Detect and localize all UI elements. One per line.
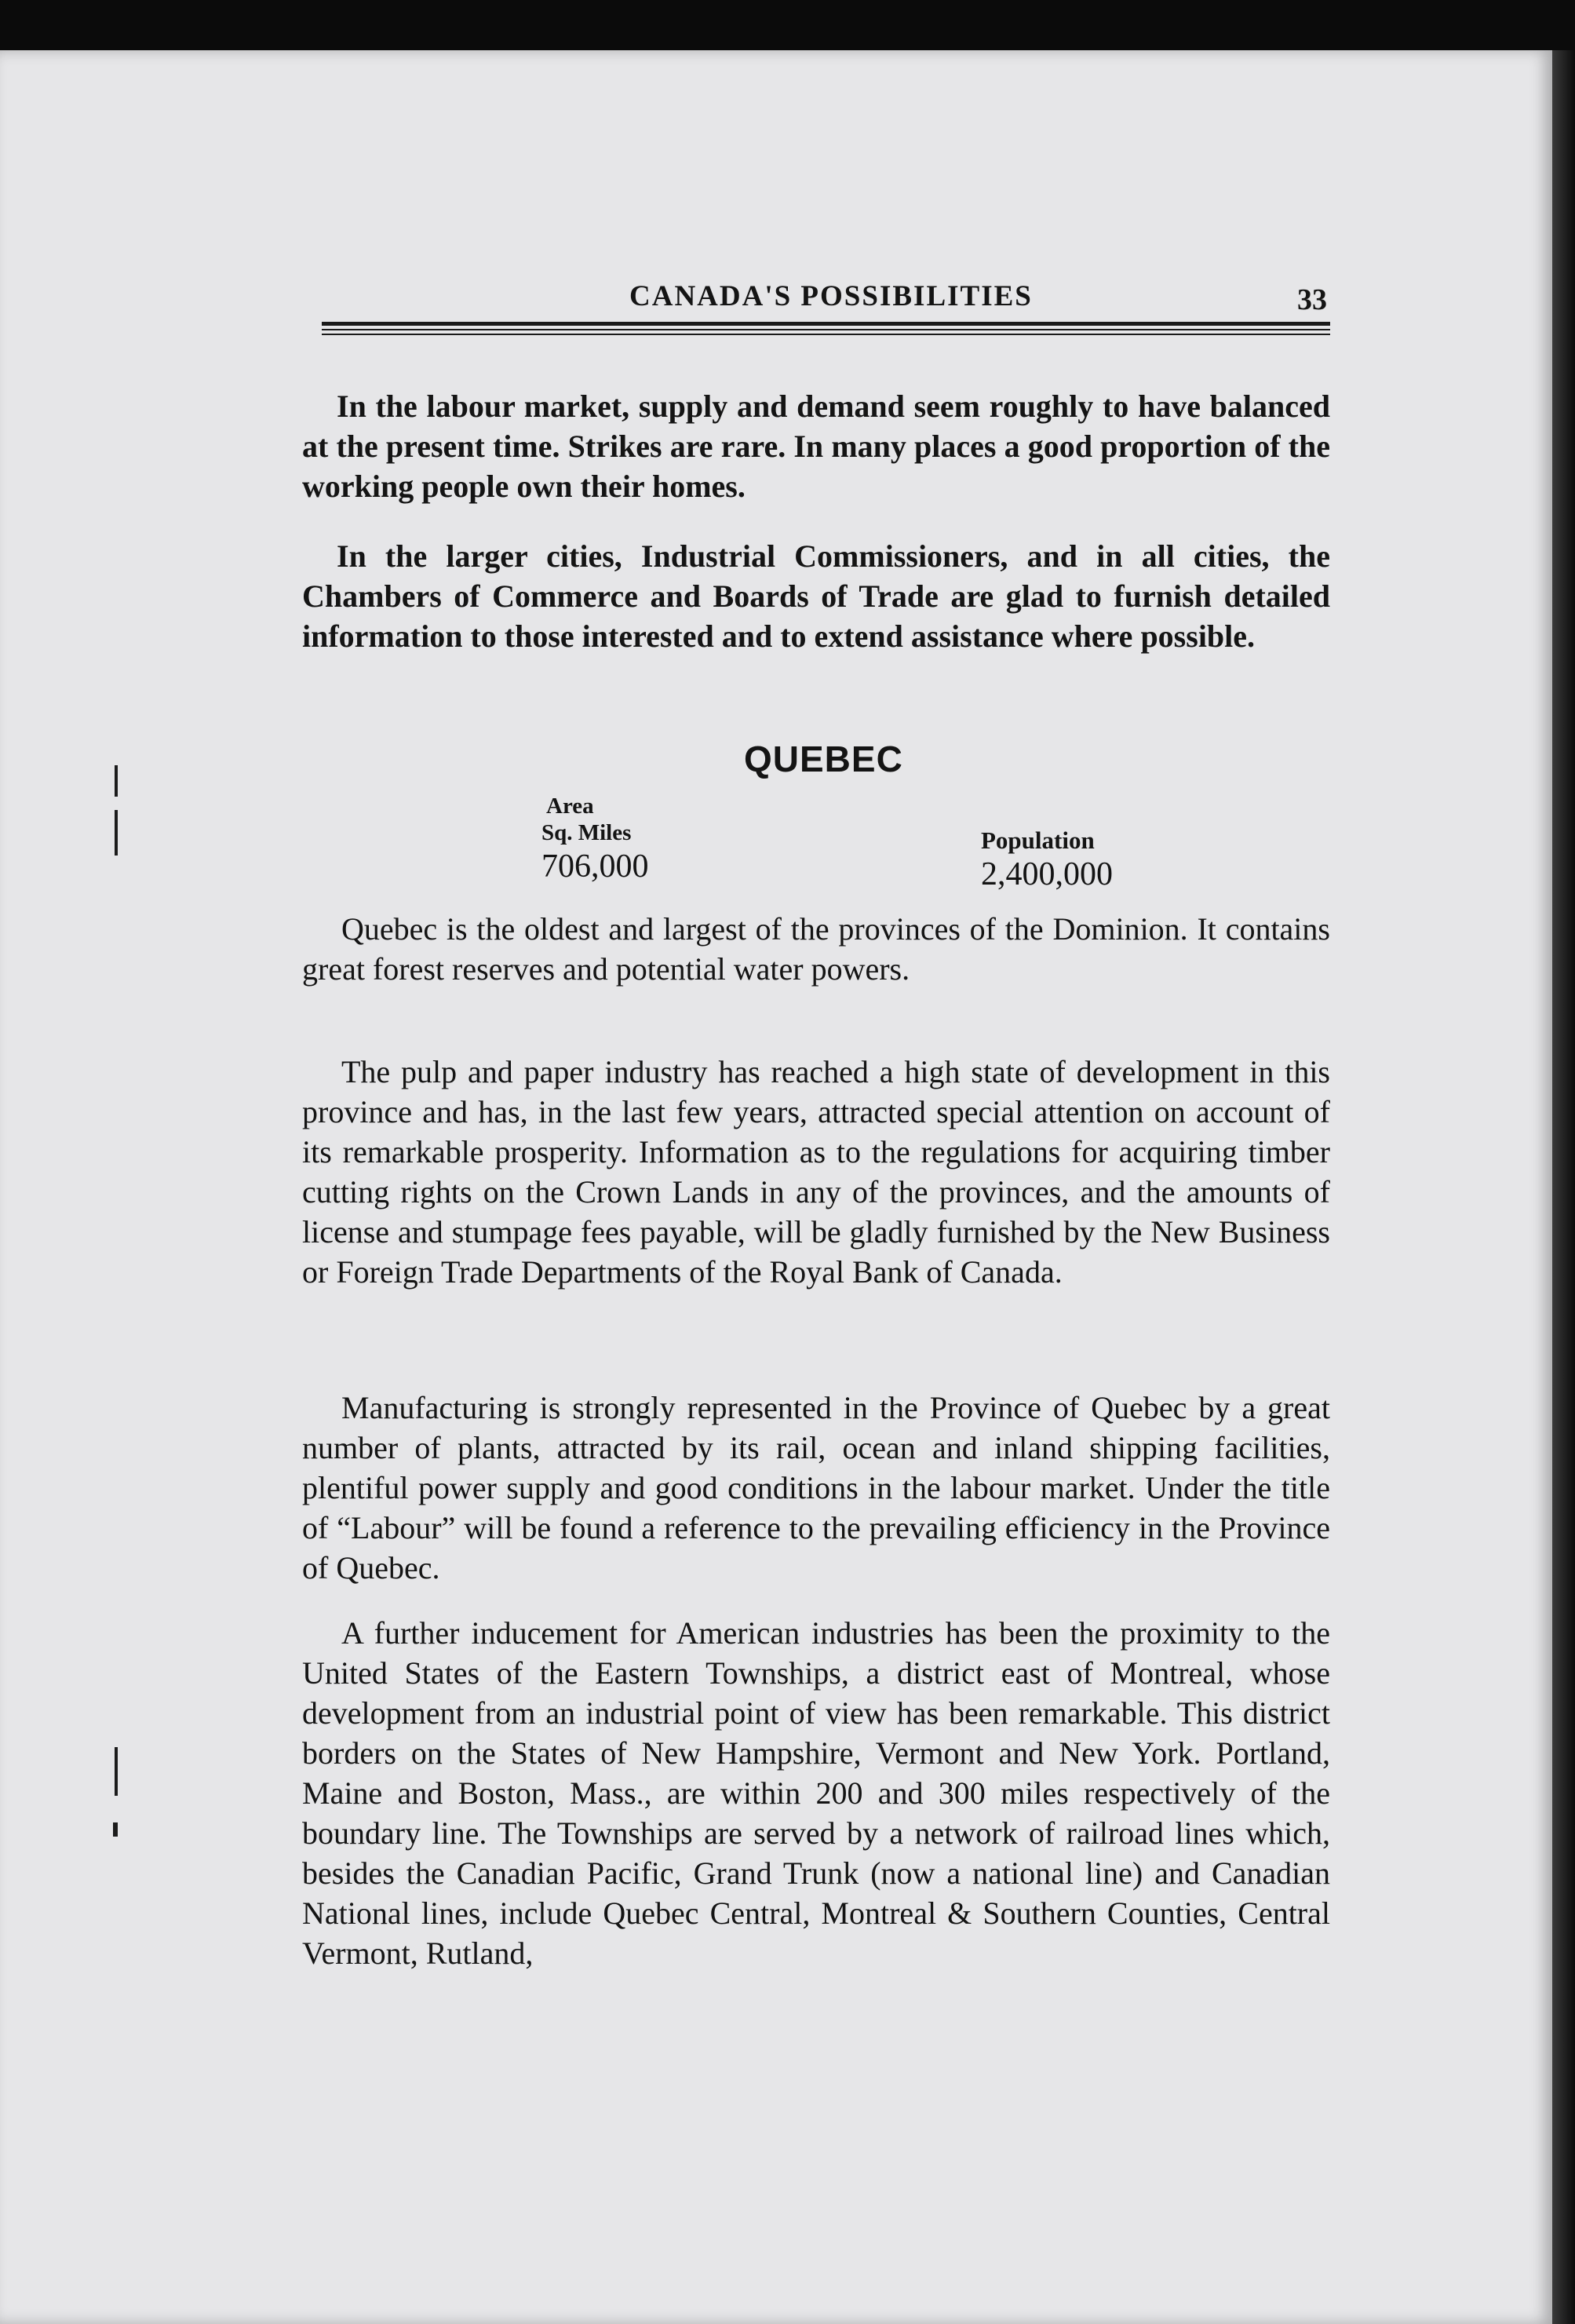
running-header [322,276,1330,316]
paragraph-quebec-intro: Quebec is the oldest and largest of the provinces of the Dominion. It contains great forest reserves and potential water powers. [302,911,1330,987]
header-rule-thick [322,322,1330,326]
margin-mark [113,1822,118,1837]
area-value: 706,000 [541,848,649,885]
paragraph-pulp-paper: The pulp and paper industry has reached a high state of development in this province and has, in the last few years, attracted special attention on account of its remarkable prosperity. Information as to the regulations for acquiring timber cutting rights on the Crown Lands in any of the provinces, and the amounts of license and stumpage fees payable, will be gladly furnished by the New Business or Foreign Trade Departments of the Royal Bank of Canada. [302,1054,1330,1290]
margin-mark [115,810,118,856]
paragraph-eastern-townships: A further inducement for American industries has been the proximity to the United States of the Eastern Townships, a district east of Montreal, whose development from an industrial point of view has been remarkable. This district borders on the States of New Hampshire, Vermont and New York. Portland, Maine and Boston, Mass., are within 200 and 300 miles respectively of the boundary line. The Townships are served by a network of railroad lines which, besides the Canadian Pacific, Grand Trunk (now a national line) and Canadian National lines, include Quebec Central, Montreal & Southern Counties, Central Vermont, Rutland, [302,1615,1330,1971]
margin-mark [115,765,118,797]
header-rule-thin [322,329,1330,330]
section-heading-quebec: QUEBEC [744,739,903,779]
paragraph-manufacturing: Manufacturing is strongly represented in the Province of Quebec by a great number of plants, attracted by its rail, ocean and inland shipping facilities, plentiful power supply and good conditions in the labour market. Under the title of “Labour” will be found a reference to the prevailing efficiency in the Province of Quebec. [302,1390,1330,1585]
page-number: 33 [1297,283,1327,316]
area-unit-label: Sq. Miles [541,820,632,845]
page-edge-shadow [1552,50,1575,2324]
margin-mark [115,1747,118,1796]
population-label: Population [981,826,1095,854]
paragraph-labour-market: In the labour market, supply and demand seem roughly to have balanced at the present time. Strikes are rare. In many places a good proportion of the working people own their homes. [302,389,1330,504]
running-title: CANADA'S POSSIBILITIES [629,280,1033,312]
area-stat [541,793,649,887]
paragraph-industrial-commissioners: In the larger cities, Industrial Commissioners, and in all cities, the Chambers of Commerce and Boards of Trade are glad to furnish detailed information to those interested and to extend assistance where possible. [302,538,1330,654]
population-stat [981,827,1113,895]
header-rule [322,322,1330,337]
population-value: 2,400,000 [981,856,1113,892]
header-rule-thin-lower [322,334,1330,335]
area-label: Area [546,794,594,819]
